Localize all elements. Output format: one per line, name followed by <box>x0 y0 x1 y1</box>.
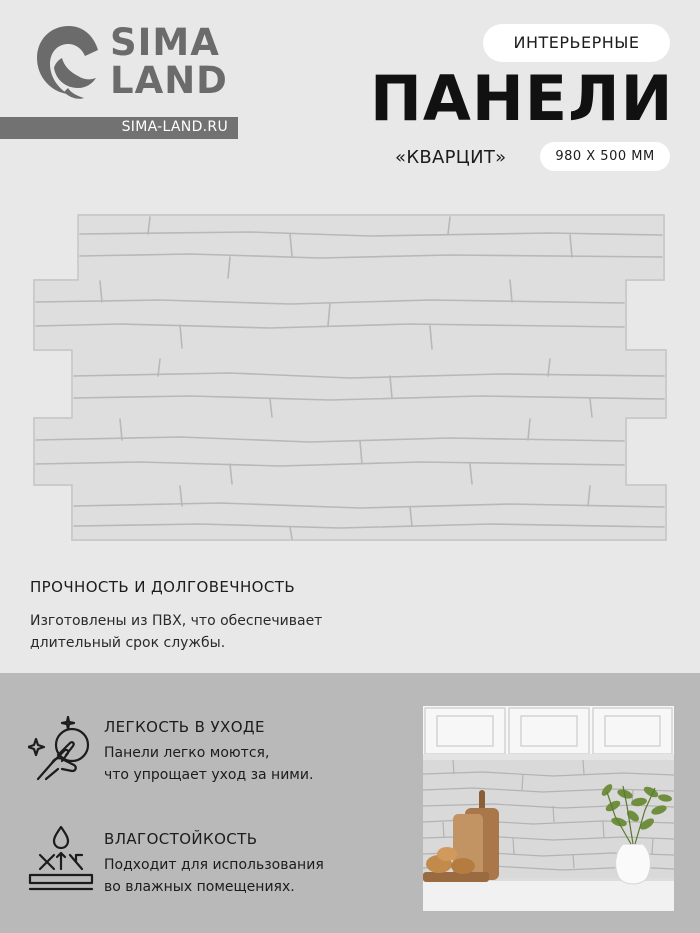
logo-line-1: SIMA <box>110 21 220 64</box>
category-pill: ИНТЕРЬЕРНЫЕ <box>483 24 670 62</box>
site-url: SIMA-LAND.RU <box>121 119 228 135</box>
strength-line-2: длительный срок службы. <box>30 635 226 651</box>
stone-panel-image <box>30 210 672 550</box>
feature-moisture-line-2: во влажных помещениях. <box>104 879 295 895</box>
feature-moisture-line-1: Подходит для использования <box>104 857 324 873</box>
strength-description <box>30 610 390 654</box>
feature-moisture-heading: ВЛАГОСТОЙКОСТЬ <box>104 830 258 848</box>
product-title: ПАНЕЛИ <box>370 62 674 135</box>
dolphin-logo-icon <box>34 22 104 102</box>
kitchen-interior-photo <box>423 706 674 911</box>
feature-care-line-1: Панели легко моются, <box>104 745 270 761</box>
feature-moisture-description <box>104 854 324 898</box>
strength-line-1: Изготовлены из ПВХ, что обеспечивает <box>30 613 323 629</box>
product-subtitle: «КВАРЦИТ» <box>395 147 507 168</box>
feature-care-line-2: что упрощает уход за ними. <box>104 767 314 783</box>
water-drop-resistance-icon <box>28 825 94 891</box>
logo-line-2: LAND <box>110 59 228 102</box>
logo-wordmark <box>110 21 228 102</box>
feature-care-heading: ЛЕГКОСТЬ В УХОДЕ <box>104 718 265 736</box>
site-bar <box>0 117 238 139</box>
strength-heading: ПРОЧНОСТЬ И ДОЛГОВЕЧНОСТЬ <box>30 578 296 596</box>
size-pill: 980 Х 500 ММ <box>540 142 670 171</box>
brand-logo <box>34 22 244 112</box>
feature-care-description <box>104 742 313 786</box>
hand-wipe-sparkle-icon <box>28 715 92 781</box>
